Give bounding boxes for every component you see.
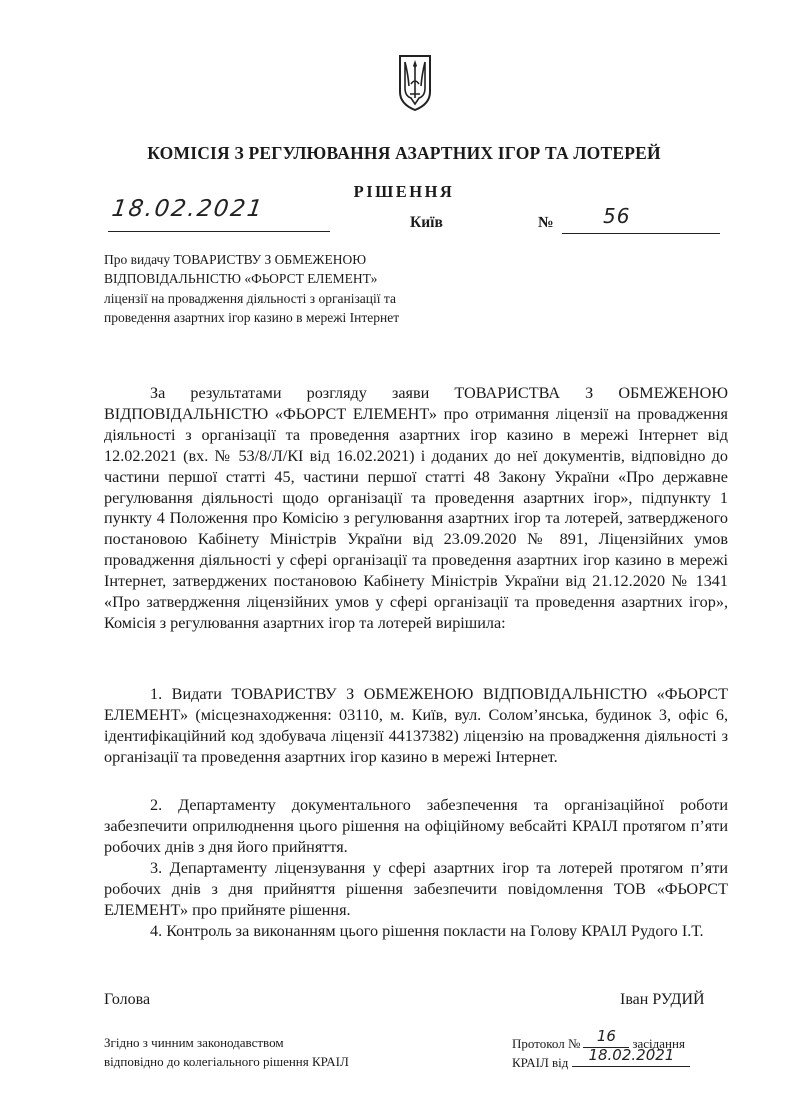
number-sign: № (538, 214, 554, 231)
date-underline (108, 230, 330, 232)
handwritten-protocol-number: 16 (596, 1027, 616, 1045)
handwritten-number: 56 (603, 204, 631, 228)
decision-item-4: 4. Контроль за виконанням цього рішення покласти на Голову КРАІЛ Рудого І.Т. (150, 922, 704, 940)
meeting-label: засідання (632, 1036, 685, 1051)
protocol-label: Протокол № (512, 1036, 581, 1051)
footer-protocol (512, 1027, 742, 1071)
decision-item-3: 3. Департаменту ліцензування у сфері азартних ігор та лотерей протягом п’яти робочих днів з дня прийняття рішення забезпечити повідомлення ТОВ «ФЬОРСТ ЕЛЕМЕНТ» про прийняте рішення. (104, 859, 728, 919)
krail-date-blank (572, 1046, 690, 1067)
intro-paragraph: За результатами розгляду заяви ТОВАРИСТВА З ОБМЕЖЕНОЮ ВІДПОВІДАЛЬНІСТЮ «ФЬОРСТ ЕЛЕМЕНТ» про отримання ліцензії на провадження діяльності з організації та проведення азартних ігор казино в мережі Інтернет від 12.02.2021 (вх. № 53/8/Л/КІ від 16.02.2021) і доданих до неї документів, відповідно до частини першої статті 45, частини першої статті 48 Закону України «Про державне регулювання діяльності щодо організації та проведення азартних ігор», підпункту 1 пункту 4 Положення про Комісію з регулювання азартних ігор та лотерей, затвердженого постановою Кабінету Міністрів України від 23.09.2020 № 891, Ліцензійних умов провадження діяльності у сфері організації та проведення азартних ігор казино в мережі Інтернет, затверджених постановою Кабінету Міністрів України від 21.12.2020 № 1341 «Про затвердження ліцензійних умов у сфері організації та проведення азартних ігор», Комісія з регулювання азартних ігор та лотерей вирішила: (104, 384, 728, 632)
decision-subject: Про видачу ТОВАРИСТВУ З ОБМЕЖЕНОЮ ВІДПОВІДАЛЬНІСТЮ «ФЬОРСТ ЕЛЕМЕНТ» ліцензії на провадження діяльності з організації та проведення азартних ігор казино в мережі Інтернет (104, 252, 400, 326)
krail-date-label: КРАІЛ від (512, 1055, 569, 1070)
organization-title: КОМІСІЯ З РЕГУЛЮВАННЯ АЗАРТНИХ ІГОР ТА ЛОТЕРЕЙ (147, 143, 661, 163)
handwritten-krail-date: 18.02.2021 (588, 1046, 675, 1064)
decision-item-2: 2. Департаменту документального забезпечення та організаційної роботи забезпечити оприлюднення цього рішення на офіційному вебсайті КРАІЛ протягом п’яти робочих днів з дня його прийняття. (104, 796, 728, 856)
footer-left-line-2: відповідно до колегіального рішення КРАІЛ (104, 1054, 349, 1069)
signatory-name: Іван РУДИЙ (620, 991, 705, 1008)
footer-legal-note (104, 1033, 434, 1071)
number-underline (562, 232, 720, 234)
krail-date-line (512, 1046, 742, 1071)
ukraine-trident-emblem-icon (398, 54, 432, 112)
decision-item-1: 1. Видати ТОВАРИСТВУ З ОБМЕЖЕНОЮ ВІДПОВІДАЛЬНІСТЮ «ФЬОРСТ ЕЛЕМЕНТ» (місцезнаходження: 03110, м. Київ, вул. Солом’янська, будинок 3, офіс 6, ідентифікаційний код здобувача ліцензії 44137382) ліцензію на провадження діяльності з організації та проведення азартних ігор казино в мережі Інтернет. (104, 685, 728, 766)
signatory-position: Голова (104, 991, 151, 1008)
city: Київ (410, 214, 443, 231)
footer-left-line-1: Згідно з чинним законодавством (104, 1035, 284, 1050)
handwritten-date: 18.02.2021 (110, 196, 266, 222)
document-type: РІШЕННЯ (353, 182, 455, 201)
